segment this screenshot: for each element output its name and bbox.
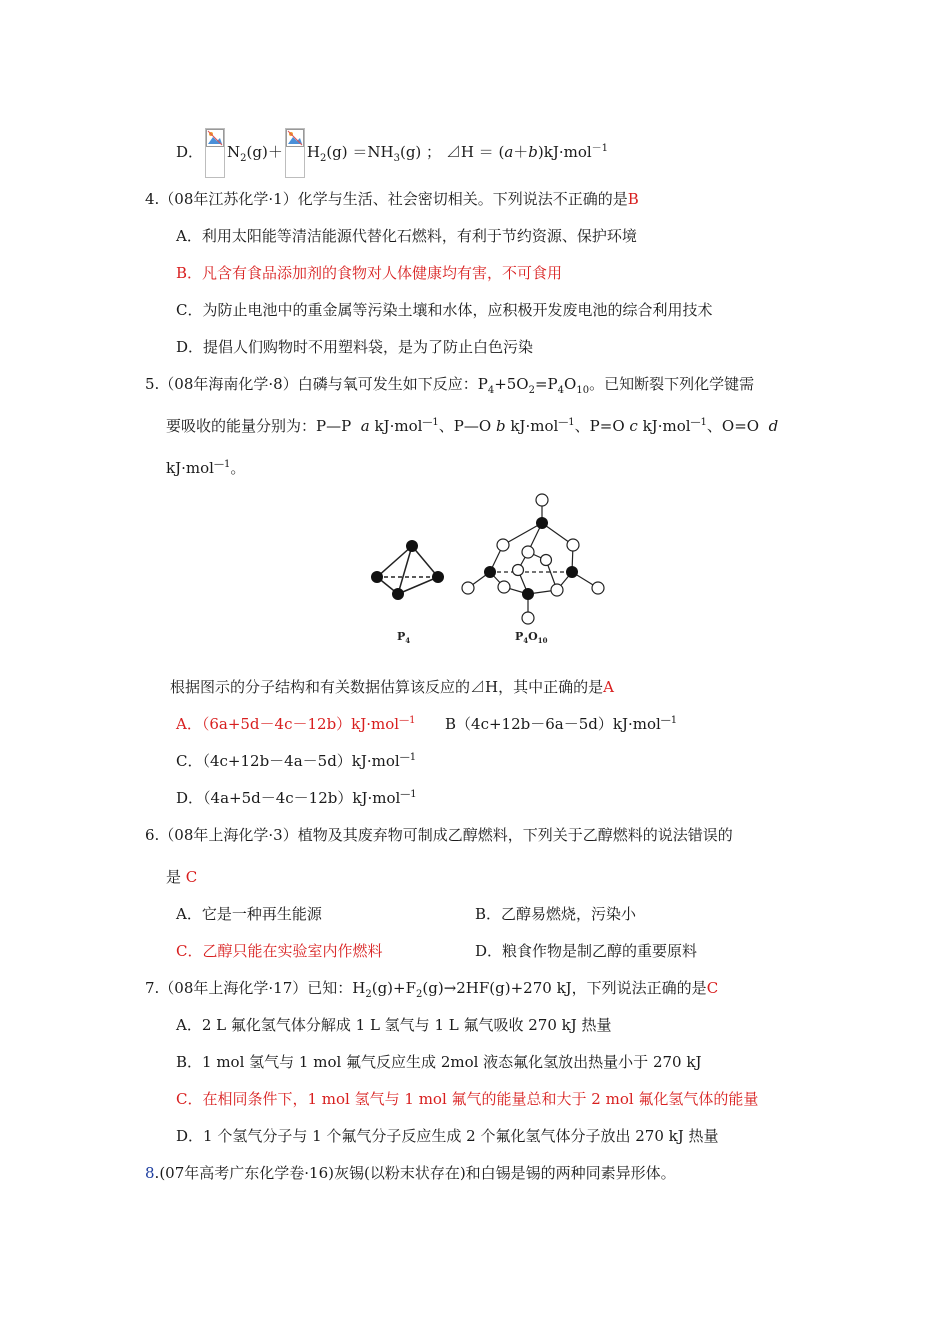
- p4o10-molecule: [468, 500, 598, 618]
- q5-option-b: B（4c+12b－6a－5d）kJ·mol$^{—1}$: [445, 715, 678, 733]
- q4-option-d: D．提倡人们购物时不用塑料袋，是为了防止白色污染: [176, 338, 534, 356]
- q7-option-d: D．1 个氢气分子与 1 个氟气分子反应生成 2 个氟化氢气体分子放出 270 kJ 热量: [176, 1127, 719, 1145]
- question-5-stem-line1: 5.（08年海南化学·8）白磷与氧可发生如下反应：$P_4+5O_2=P_4O_{10}$。已知断裂下列化学键需: [145, 375, 755, 396]
- broken-image-icon: [205, 128, 225, 178]
- option-label: D．: [176, 143, 204, 161]
- p4o10-label: $P_4O_{10}$: [515, 630, 548, 645]
- question-5-stem-line2: 要吸收的能量分别为：P—P a kJ·mol$^{—1}$、P—O b kJ·mol$^{—1}$、P=O c kJ·mol$^{—1}$、O=O d: [166, 417, 779, 435]
- q7-option-c: C．在相同条件下，1 mol 氢气与 1 mol 氟气的能量总和大于 2 mol 氟化氢气体的能量: [176, 1090, 759, 1108]
- q6-option-d: D．粮食作物是制乙醇的重要原料: [475, 942, 698, 960]
- answer-key: C: [706, 979, 719, 997]
- answer-key: B: [627, 190, 639, 208]
- option-d-equation: D． $N_2(g)+$ $H_2(g) =NH_3(g)$ ； ⊿H ＝ (a＋b)kJ·mol$^{-1}$: [176, 128, 608, 178]
- question-number: 8: [145, 1164, 155, 1182]
- q5-option-c: C．（4c+12b－4a－5d）kJ·mol$^{—1}$: [176, 752, 417, 770]
- broken-image-icon: [285, 128, 305, 178]
- q4-option-a: A．利用太阳能等清洁能源代替化石燃料，有利于节约资源、保护环境: [176, 227, 637, 245]
- question-8-stem: 8.(07年高考广东化学卷·16)灰锡(以粉末状存在)和白锡是锡的两种同素异形体。: [145, 1164, 676, 1182]
- q7-option-b: B．1 mol 氢气与 1 mol 氟气反应生成 2mol 液态氟化氢放出热量小于 270 kJ: [176, 1053, 702, 1071]
- question-5-prompt: 根据图示的分子结构和有关数据估算该反应的⊿H，其中正确的是A: [170, 678, 614, 696]
- answer-key: C: [185, 868, 198, 886]
- q5-option-d: D．（4a+5d－4c－12b）kJ·mol$^{—1}$: [176, 789, 417, 807]
- question-6-stem-line1: 6.（08年上海化学·3）植物及其废弃物可制成乙醇燃料，下列关于乙醇燃料的说法错误的: [145, 826, 733, 844]
- q6-option-a: A．它是一种再生能源: [176, 905, 322, 923]
- question-5-stem-line3: kJ·mol$^{—1}$。: [166, 459, 246, 477]
- molecule-diagram: [360, 490, 610, 650]
- answer-key: A: [603, 678, 614, 696]
- question-7-stem: 7.（08年上海化学·17）已知：$H_2(g)+F_2(g)\to 2HF(g)+270$ kJ，下列说法正确的是C: [145, 979, 719, 1000]
- q6-option-c: C．乙醇只能在实验室内作燃料: [176, 942, 383, 960]
- q5-option-a: A．（6a+5d－4c－12b）kJ·mol$^{—1}$: [176, 715, 416, 733]
- q4-option-b: B．凡含有食品添加剂的食物对人体健康均有害，不可食用: [176, 264, 563, 282]
- q4-option-c: C．为防止电池中的重金属等污染土壤和水体，应积极开发废电池的综合利用技术: [176, 301, 713, 319]
- p4-label: $P_4$: [397, 630, 411, 645]
- molecule-figure: [360, 490, 610, 650]
- q6-option-b: B．乙醇易燃烧，污染小: [475, 905, 637, 923]
- question-6-stem-line2: 是 C: [166, 868, 198, 886]
- question-4-stem: 4.（08年江苏化学·1）化学与生活、社会密切相关。下列说法不正确的是B: [145, 190, 639, 208]
- q7-option-a: A．2 L 氟化氢气体分解成 1 L 氢气与 1 L 氟气吸收 270 kJ 热量: [176, 1016, 612, 1034]
- p4-molecule: [377, 546, 438, 594]
